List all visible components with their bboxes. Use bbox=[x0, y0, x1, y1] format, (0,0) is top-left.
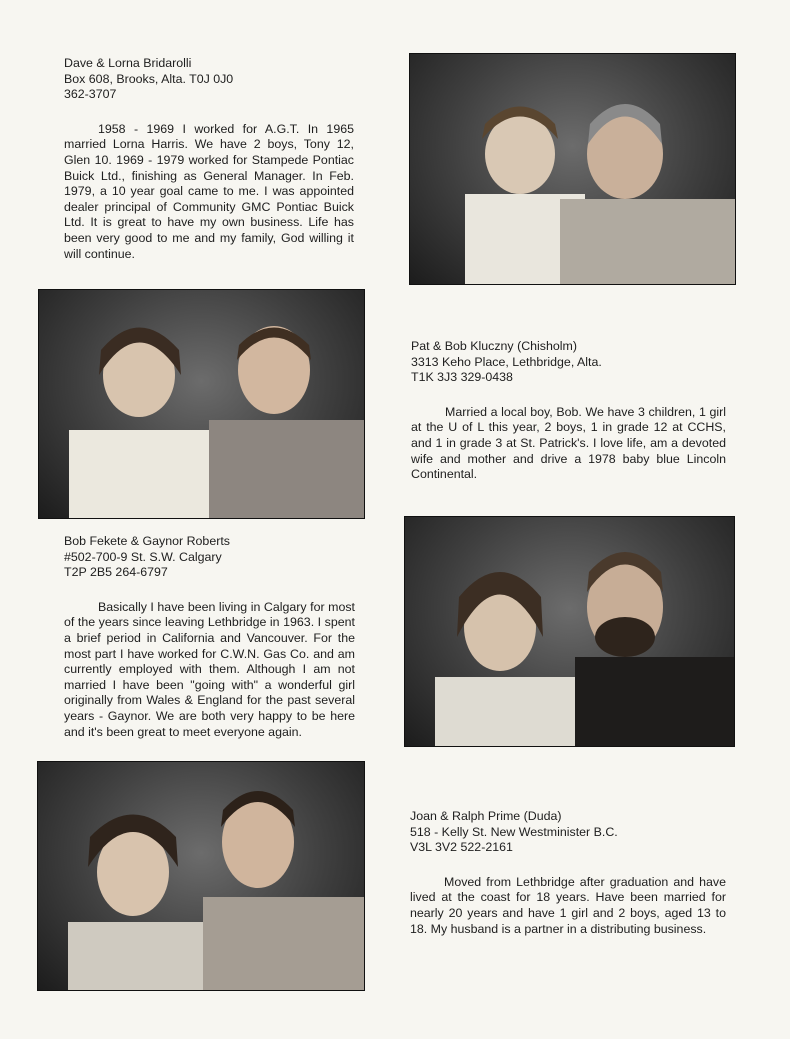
entry-address: 3313 Keho Place, Lethbridge, Alta. bbox=[411, 354, 602, 369]
entry-address: Box 608, Brooks, Alta. T0J 0J0 bbox=[64, 71, 234, 86]
entry-header bbox=[64, 534, 355, 581]
entry-names: Joan & Ralph Prime (Duda) bbox=[410, 809, 562, 823]
entry-names: Bob Fekete & Gaynor Roberts bbox=[64, 534, 230, 548]
entry-phone: V3L 3V2 522-2161 bbox=[410, 840, 513, 855]
entry-names: Pat & Bob Kluczny (Chisholm) bbox=[411, 339, 577, 353]
entry-kluczny bbox=[411, 339, 726, 483]
entry-text: Moved from Lethbridge after graduation and have lived at the coast for 18 years. Have been married for nearly 20 years and have 1 girl and 2 boys, aged 13 to 18. My husband is a partner in a distributing business. bbox=[410, 874, 726, 936]
photo-fekete bbox=[404, 516, 735, 747]
entry-phone: T2P 2B5 264-6797 bbox=[64, 565, 168, 580]
entry-prime bbox=[410, 809, 726, 937]
entry-address: #502-700-9 St. S.W. Calgary bbox=[64, 549, 222, 564]
entry-phone: 362-3707 bbox=[64, 87, 117, 102]
entry-header bbox=[411, 339, 726, 386]
entry-header bbox=[410, 809, 726, 856]
entry-text: Basically I have been living in Calgary for most of the years since leaving Lethbridge in 1963. I spent a brief period in California and Vancouver. For the most part I have worked for C.W.N. Gas Co. and am currently employed with them. Although I am not married I have been "going with" a wonderful girl originally from Wales & England for the past several years - Gaynor. We are both very happy to be here and it's been great to meet everyone again. bbox=[64, 599, 355, 739]
entry-header bbox=[64, 56, 354, 103]
entry-text: 1958 - 1969 I worked for A.G.T. In 1965 married Lorna Harris. We have 2 boys, Tony 12, Glen 10. 1969 - 1979 worked for Stampede Pontiac Buick Ltd., finishing as General Manager. In Feb. 1979, a 10 year goal came to me. I was appointed dealer principal of Community GMC Pontiac Buick Ltd. It is great to have my own business. Life has been very good to me and my family, God willing it will continue. bbox=[64, 121, 354, 261]
photo-prime bbox=[37, 761, 365, 991]
entry-phone: T1K 3J3 329-0438 bbox=[411, 370, 513, 385]
entry-names: Dave & Lorna Bridarolli bbox=[64, 56, 192, 70]
entry-text: Married a local boy, Bob. We have 3 children, 1 girl at the U of L this year, 2 boys, 1 in grade 12 at CCHS, and 1 in grade 3 at St. Patrick's. I love life, am a devoted wife and mother and drive a 1978 baby blue Lincoln Continental. bbox=[411, 404, 726, 482]
photo-bridarolli bbox=[409, 53, 736, 285]
photo-kluczny bbox=[38, 289, 365, 519]
entry-bridarolli bbox=[64, 56, 354, 262]
entry-address: 518 - Kelly St. New Westminister B.C. bbox=[410, 824, 618, 839]
entry-fekete bbox=[64, 534, 355, 740]
